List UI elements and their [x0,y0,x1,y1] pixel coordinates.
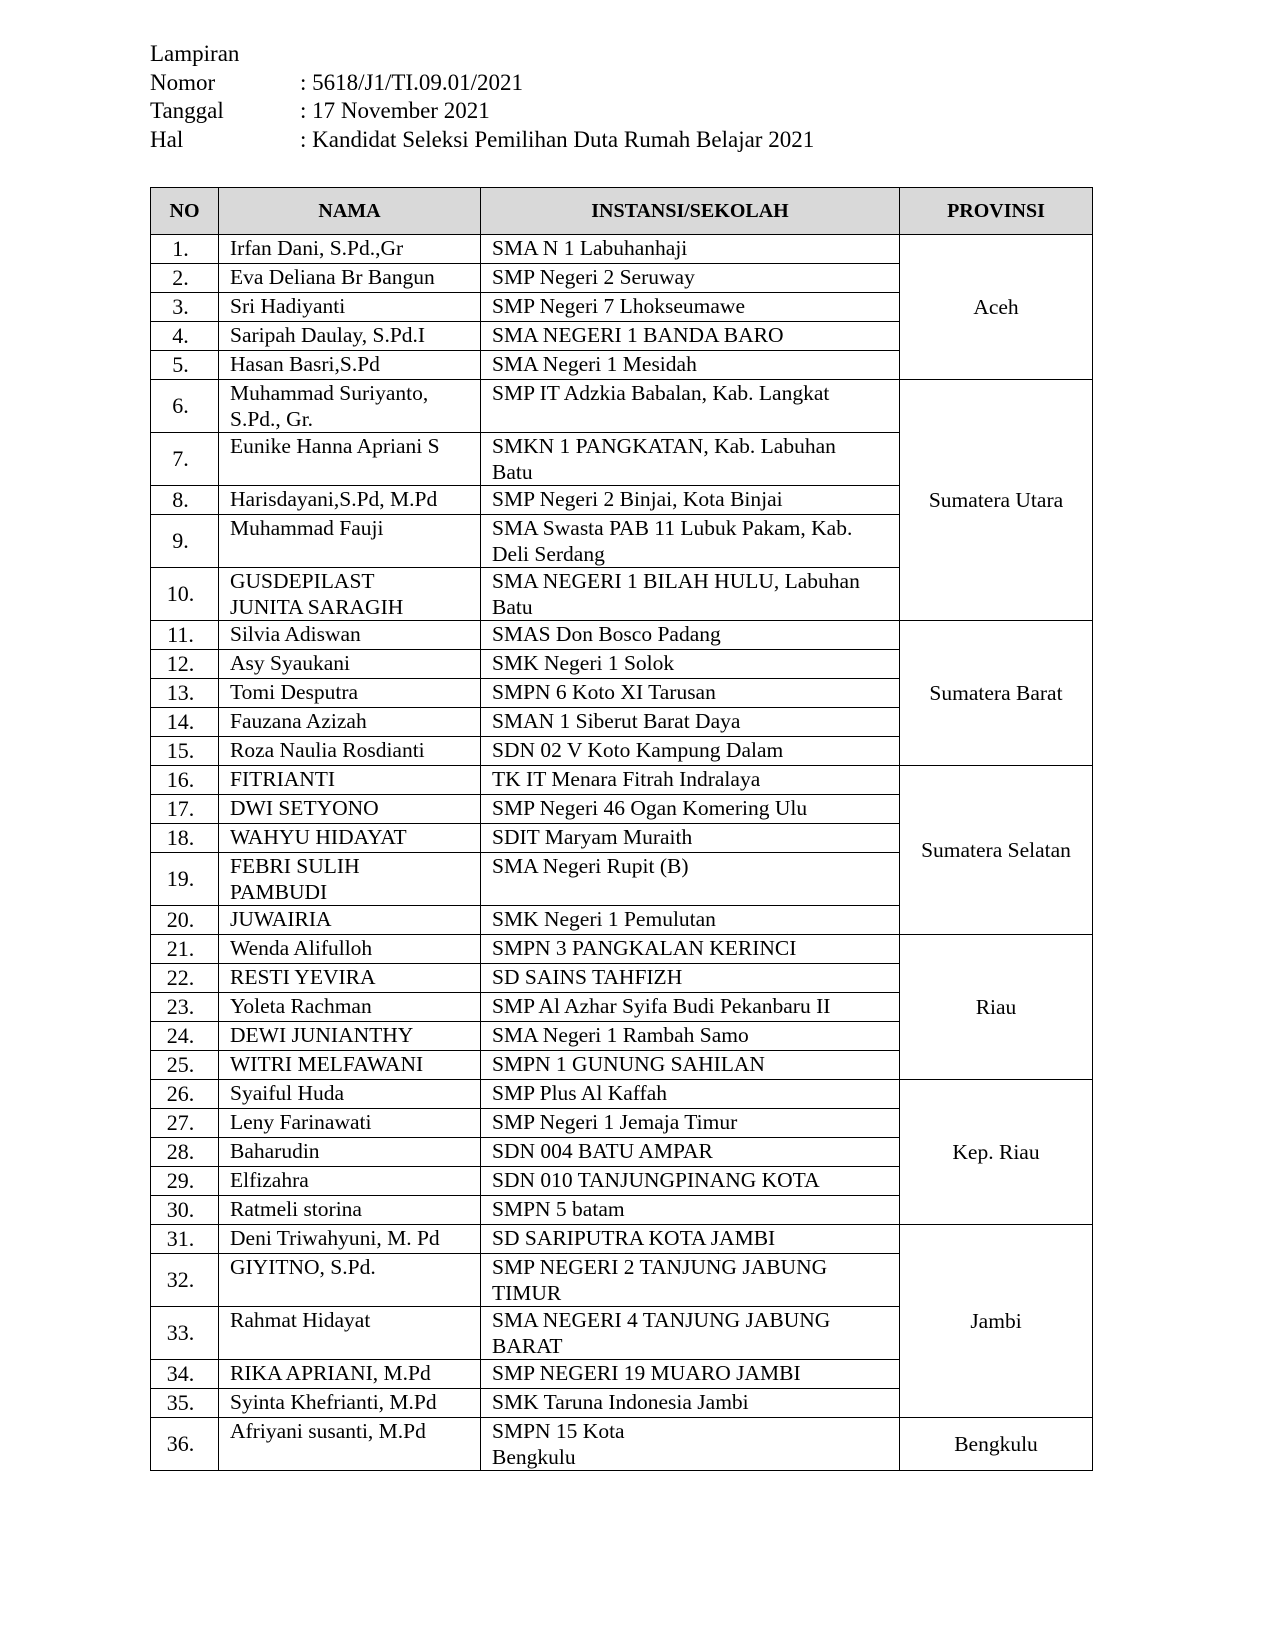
row-number: 27. [151,1109,219,1138]
row-number: 23. [151,993,219,1022]
row-number: 16. [151,766,219,795]
candidate-name: FITRIANTI [219,766,481,795]
tanggal-value: : 17 November 2021 [300,98,490,123]
candidate-name: DEWI JUNIANTHY [219,1022,481,1051]
candidate-name: Sri Hadiyanti [219,293,481,322]
institution-name: SD SARIPUTRA KOTA JAMBI [481,1225,900,1254]
candidate-name: Harisdayani,S.Pd, M.Pd [219,486,481,515]
candidate-name: Silvia Adiswan [219,621,481,650]
candidate-name: Fauzana Azizah [219,708,481,737]
row-number: 22. [151,964,219,993]
candidate-name: Muhammad Fauji [219,515,481,568]
row-number: 15. [151,737,219,766]
row-number: 33. [151,1307,219,1360]
tanggal-line [150,97,814,126]
province-cell: Kep. Riau [900,1080,1093,1225]
row-number: 18. [151,824,219,853]
row-number: 17. [151,795,219,824]
institution-name: SMP Plus Al Kaffah [481,1080,900,1109]
institution-name: SMK Negeri 1 Solok [481,650,900,679]
candidate-name: Irfan Dani, S.Pd.,Gr [219,235,481,264]
candidate-name: Ratmeli storina [219,1196,481,1225]
row-number: 25. [151,1051,219,1080]
hal-line [150,126,814,155]
institution-name: SMA NEGERI 4 TANJUNG JABUNG BARAT [481,1307,900,1360]
institution-name: SMPN 3 PANGKALAN KERINCI [481,935,900,964]
candidate-name: WAHYU HIDAYAT [219,824,481,853]
row-number: 9. [151,515,219,568]
candidate-name: Muhammad Suriyanto, S.Pd., Gr. [219,380,481,433]
row-number: 11. [151,621,219,650]
institution-name: SMA Negeri Rupit (B) [481,853,900,906]
table-body [151,235,1093,1471]
institution-name: SDN 004 BATU AMPAR [481,1138,900,1167]
institution-name: SDN 010 TANJUNGPINANG KOTA [481,1167,900,1196]
candidate-name: RESTI YEVIRA [219,964,481,993]
institution-name: SMK Taruna Indonesia Jambi [481,1389,900,1418]
institution-name: SDN 02 V Koto Kampung Dalam [481,737,900,766]
candidate-name: RIKA APRIANI, M.Pd [219,1360,481,1389]
province-cell: Aceh [900,235,1093,380]
institution-name: SMP Negeri 7 Lhokseumawe [481,293,900,322]
table-row [151,380,1093,433]
candidate-name: WITRI MELFAWANI [219,1051,481,1080]
institution-name: SMK Negeri 1 Pemulutan [481,906,900,935]
row-number: 6. [151,380,219,433]
institution-name: SMP NEGERI 2 TANJUNG JABUNG TIMUR [481,1254,900,1307]
table-row [151,1080,1093,1109]
province-cell: Bengkulu [900,1418,1093,1471]
row-number: 19. [151,853,219,906]
row-number: 4. [151,322,219,351]
institution-name: SMPN 5 batam [481,1196,900,1225]
header-provinsi: PROVINSI [900,188,1093,235]
table-header-row [151,188,1093,235]
candidate-name: Yoleta Rachman [219,993,481,1022]
row-number: 21. [151,935,219,964]
tanggal-label: Tanggal [150,98,224,123]
row-number: 12. [151,650,219,679]
candidate-table [150,187,1093,1471]
province-cell: Riau [900,935,1093,1080]
candidate-name: Afriyani susanti, M.Pd [219,1418,481,1471]
institution-name: SMA NEGERI 1 BILAH HULU, Labuhan Batu [481,568,900,621]
institution-name: SMPN 15 Kota Bengkulu [481,1418,900,1471]
institution-name: SDIT Maryam Muraith [481,824,900,853]
candidate-name: GUSDEPILAST JUNITA SARAGIH [219,568,481,621]
candidate-name: Deni Triwahyuni, M. Pd [219,1225,481,1254]
institution-name: SMPN 1 GUNUNG SAHILAN [481,1051,900,1080]
row-number: 20. [151,906,219,935]
row-number: 13. [151,679,219,708]
candidate-name: Eva Deliana Br Bangun [219,264,481,293]
institution-name: SD SAINS TAHFIZH [481,964,900,993]
row-number: 34. [151,1360,219,1389]
table-row [151,235,1093,264]
row-number: 10. [151,568,219,621]
table-row [151,1418,1093,1471]
row-number: 26. [151,1080,219,1109]
row-number: 14. [151,708,219,737]
row-number: 30. [151,1196,219,1225]
candidate-name: DWI SETYONO [219,795,481,824]
row-number: 36. [151,1418,219,1471]
institution-name: SMP Negeri 1 Jemaja Timur [481,1109,900,1138]
institution-name: SMA Negeri 1 Rambah Samo [481,1022,900,1051]
header-nama: NAMA [219,188,481,235]
table-row [151,935,1093,964]
row-number: 32. [151,1254,219,1307]
lampiran-line [150,40,814,69]
candidate-name: Asy Syaukani [219,650,481,679]
table-row [151,766,1093,795]
province-cell: Jambi [900,1225,1093,1418]
institution-name: SMKN 1 PANGKATAN, Kab. Labuhan Batu [481,433,900,486]
province-cell: Sumatera Barat [900,621,1093,766]
candidate-name: Wenda Alifulloh [219,935,481,964]
nomor-value: : 5618/J1/TI.09.01/2021 [300,69,523,95]
province-cell: Sumatera Selatan [900,766,1093,935]
institution-name: SMP IT Adzkia Babalan, Kab. Langkat [481,380,900,433]
candidate-name: FEBRI SULIH PAMBUDI [219,853,481,906]
row-number: 28. [151,1138,219,1167]
institution-name: TK IT Menara Fitrah Indralaya [481,766,900,795]
institution-name: SMP Negeri 2 Seruway [481,264,900,293]
row-number: 2. [151,264,219,293]
institution-name: SMA NEGERI 1 BANDA BARO [481,322,900,351]
lampiran-label: Lampiran [150,41,240,66]
candidate-name: Elfizahra [219,1167,481,1196]
institution-name: SMA N 1 Labuhanhaji [481,235,900,264]
hal-label: Hal [150,126,184,152]
row-number: 24. [151,1022,219,1051]
nomor-line [150,69,814,98]
table-row [151,1225,1093,1254]
institution-name: SMP NEGERI 19 MUARO JAMBI [481,1360,900,1389]
table-row [151,621,1093,650]
candidate-name: Rahmat Hidayat [219,1307,481,1360]
province-cell: Sumatera Utara [900,380,1093,621]
candidate-name: Syaiful Huda [219,1080,481,1109]
institution-name: SMPN 6 Koto XI Tarusan [481,679,900,708]
nomor-label: Nomor [150,69,216,95]
institution-name: SMAN 1 Siberut Barat Daya [481,708,900,737]
row-number: 7. [151,433,219,486]
row-number: 35. [151,1389,219,1418]
row-number: 5. [151,351,219,380]
candidate-name: Roza Naulia Rosdianti [219,737,481,766]
header-no: NO [151,188,219,235]
institution-name: SMA Swasta PAB 11 Lubuk Pakam, Kab. Deli Serdang [481,515,900,568]
hal-value: : Kandidat Seleksi Pemilihan Duta Rumah Belajar 2021 [300,126,815,152]
row-number: 8. [151,486,219,515]
candidate-name: GIYITNO, S.Pd. [219,1254,481,1307]
header-instansi: INSTANSI/SEKOLAH [481,188,900,235]
institution-name: SMP Negeri 2 Binjai, Kota Binjai [481,486,900,515]
institution-name: SMAS Don Bosco Padang [481,621,900,650]
row-number: 1. [151,235,219,264]
institution-name: SMP Al Azhar Syifa Budi Pekanbaru II [481,993,900,1022]
candidate-name: Baharudin [219,1138,481,1167]
row-number: 31. [151,1225,219,1254]
candidate-name: Syinta Khefrianti, M.Pd [219,1389,481,1418]
candidate-name: Hasan Basri,S.Pd [219,351,481,380]
row-number: 29. [151,1167,219,1196]
candidate-name: Leny Farinawati [219,1109,481,1138]
candidate-name: Tomi Desputra [219,679,481,708]
letter-header [150,40,814,154]
institution-name: SMP Negeri 46 Ogan Komering Ulu [481,795,900,824]
row-number: 3. [151,293,219,322]
candidate-name: JUWAIRIA [219,906,481,935]
institution-name: SMA Negeri 1 Mesidah [481,351,900,380]
candidate-name: Eunike Hanna Apriani S [219,433,481,486]
candidate-name: Saripah Daulay, S.Pd.I [219,322,481,351]
